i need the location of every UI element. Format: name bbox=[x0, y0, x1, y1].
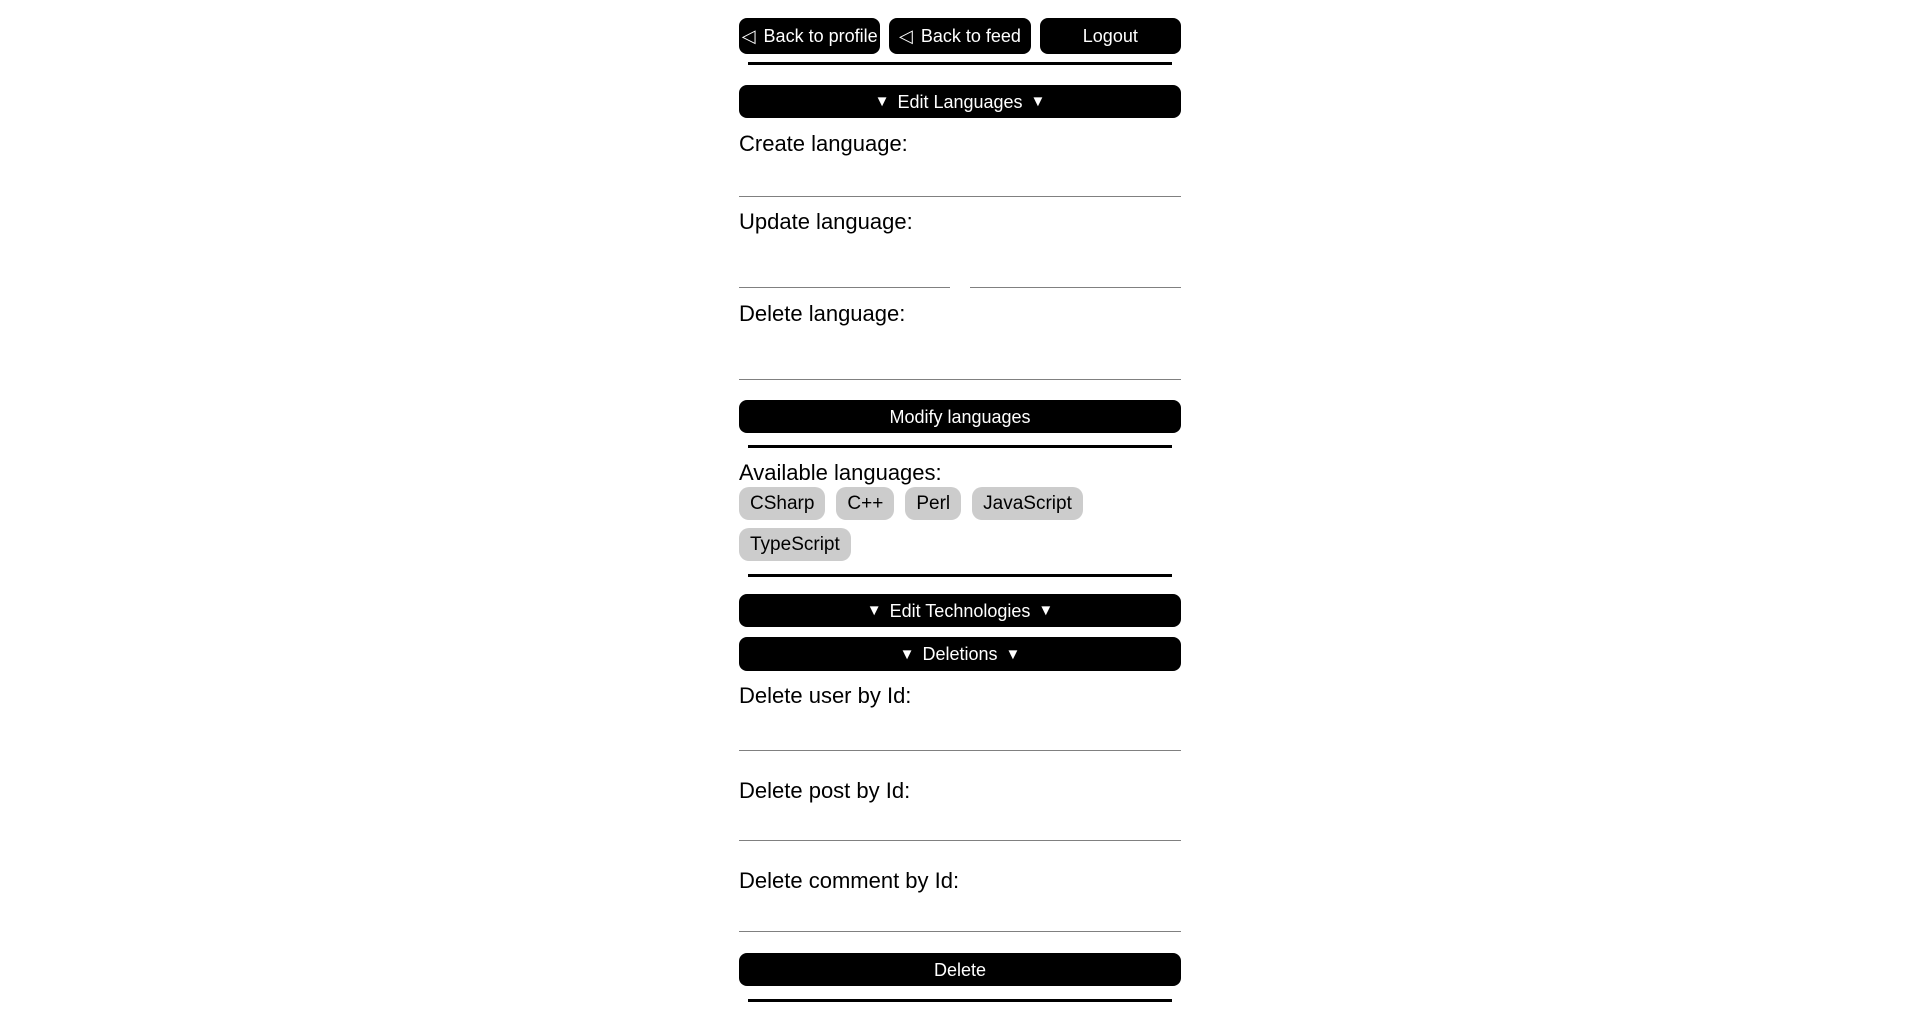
section-divider bbox=[748, 445, 1172, 448]
edit-languages-toggle-label: Edit Languages bbox=[897, 91, 1023, 112]
delete-language-label: Delete language: bbox=[739, 301, 906, 326]
triangle-down-icon: ▼ bbox=[1030, 93, 1046, 110]
create-language-label: Create language: bbox=[739, 131, 908, 156]
back-to-profile-label: Back to profile bbox=[763, 26, 878, 46]
edit-technologies-toggle[interactable] bbox=[739, 594, 1181, 627]
back-triangle-icon: ◁ bbox=[741, 26, 756, 46]
edit-technologies-toggle-label: Edit Technologies bbox=[889, 600, 1031, 621]
update-language-from-input[interactable] bbox=[739, 246, 950, 288]
delete-user-id-input[interactable] bbox=[739, 708, 1181, 751]
edit-languages-toggle[interactable] bbox=[739, 85, 1181, 118]
section-divider bbox=[748, 574, 1172, 577]
triangle-down-icon: ▼ bbox=[1038, 602, 1054, 619]
top-nav-buttons bbox=[739, 18, 1181, 54]
language-tag: C++ bbox=[836, 487, 894, 520]
logout-button[interactable] bbox=[1040, 18, 1181, 54]
section-divider bbox=[748, 999, 1172, 1002]
update-language-label: Update language: bbox=[739, 209, 913, 234]
logout-label: Logout bbox=[1082, 26, 1138, 46]
delete-language-input[interactable] bbox=[739, 326, 1181, 380]
delete-button-label: Delete bbox=[933, 959, 987, 980]
delete-post-id-input[interactable] bbox=[739, 803, 1181, 841]
update-language-inputs bbox=[739, 246, 1181, 288]
back-triangle-icon: ◁ bbox=[899, 26, 913, 46]
triangle-down-icon: ▼ bbox=[899, 645, 915, 663]
available-languages-label: Available languages: bbox=[739, 460, 942, 485]
available-languages-list bbox=[739, 487, 1181, 561]
delete-comment-by-id-label: Delete comment by Id: bbox=[739, 868, 960, 893]
language-tag: TypeScript bbox=[739, 528, 851, 561]
language-tag: Perl bbox=[905, 487, 961, 520]
delete-post-by-id-label: Delete post by Id: bbox=[739, 778, 911, 803]
triangle-down-icon: ▼ bbox=[1005, 645, 1021, 663]
triangle-down-icon: ▼ bbox=[866, 602, 882, 619]
deletions-toggle[interactable] bbox=[739, 637, 1181, 671]
language-tag: CSharp bbox=[739, 487, 825, 520]
delete-comment-id-input[interactable] bbox=[739, 893, 1181, 932]
section-divider bbox=[748, 62, 1172, 65]
update-language-to-input[interactable] bbox=[970, 246, 1181, 288]
delete-button[interactable] bbox=[739, 953, 1181, 986]
triangle-down-icon: ▼ bbox=[874, 93, 890, 110]
modify-languages-button[interactable] bbox=[739, 400, 1181, 433]
back-to-profile-button[interactable] bbox=[739, 18, 880, 54]
back-to-feed-label: Back to feed bbox=[920, 26, 1021, 46]
language-tag: JavaScript bbox=[972, 487, 1083, 520]
deletions-toggle-label: Deletions bbox=[922, 644, 998, 664]
create-language-input[interactable] bbox=[739, 156, 1181, 197]
back-to-feed-button[interactable] bbox=[889, 18, 1030, 54]
admin-panel bbox=[739, 0, 1181, 1002]
modify-languages-label: Modify languages bbox=[889, 406, 1031, 427]
delete-user-by-id-label: Delete user by Id: bbox=[739, 683, 912, 708]
